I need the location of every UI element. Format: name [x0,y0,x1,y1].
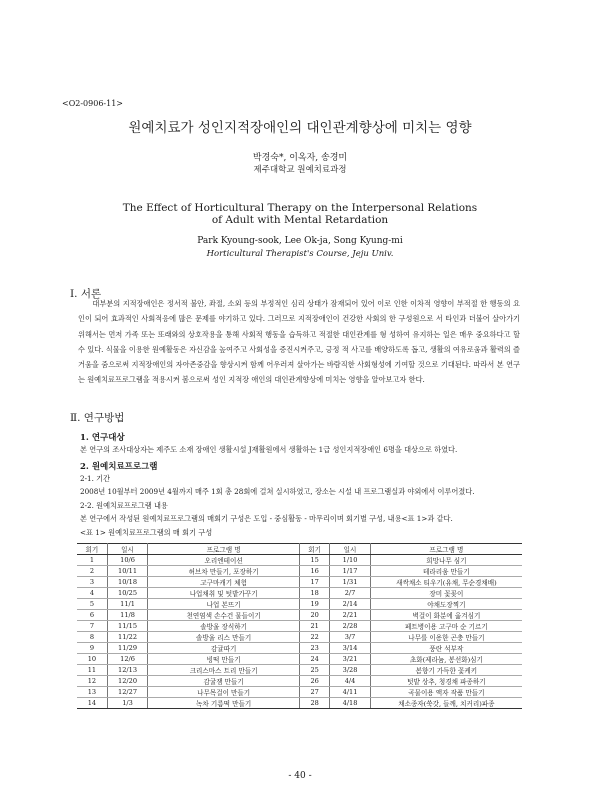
table-row [77,698,522,709]
subsection-heading-subjects: 1. 연구대상 [80,433,125,443]
table-cell: 1/10 [330,555,370,566]
intro-line: 애인의 대인관계향상에 미치는 영향을 알아보고자 한다. [251,375,425,385]
table-cell: 12 [77,676,107,687]
table-caption: <표 1> 원예치료프로그램의 매 회기 구성 [80,528,213,537]
table-cell: 26 [299,676,329,687]
table-cell: 천연염색 손수건 물들이기 [148,610,300,621]
table-cell: 4/4 [330,676,370,687]
table-cell: 새싹채소 티우기(유채, 무순경채배) [370,577,522,588]
header-session: 회기 [77,544,107,555]
table-cell: 나업 본뜨기 [148,599,300,610]
table-cell: 27 [299,687,329,698]
table-cell: 23 [299,643,329,654]
table-cell: 고구마캐기 체험 [148,577,300,588]
table-cell: 야채도장찍기 [370,599,522,610]
table-cell: 허브차 만들기, 포장하기 [148,566,300,577]
table-cell: 22 [299,632,329,643]
table-cell: 감귤잼 만들기 [148,676,300,687]
table-cell: 나무목걸이 만들기 [148,687,300,698]
table-cell: 2/28 [330,621,370,632]
table-cell: 14 [77,698,107,709]
table-cell: 12/27 [107,687,147,698]
header-program-name: 프로그램 명 [148,544,300,555]
content-text: 본 연구에서 작성된 원예치료프로그램의 매회기 구성은 도입 - 중심활동 - 마무리이며 회기별 구성, 내용<표 1>과 같다. [80,514,453,523]
table-cell: 1/3 [107,698,147,709]
program-schedule-table [77,543,522,709]
header-program-name: 프로그램 명 [370,544,522,555]
table-row [77,566,522,577]
table-cell: 11 [77,665,107,676]
table-cell: 4/11 [330,687,370,698]
table-cell: 초화(제라늄, 봉선화)심기 [370,654,522,665]
table-cell: 11/15 [107,621,147,632]
intro-line: 살아가는 바람직한 사회형성에 기여할 것으로 기대된다. 따라서 본 연구는 원예치료프로그램을 적용시켜 봄으로써 성인 지적장 [78,360,520,385]
table-row [77,643,522,654]
table-row [77,676,522,687]
affiliation-english: Horticultural Therapist's Course, Jeju Univ. [206,249,394,259]
table-cell: 9 [77,643,107,654]
table-cell: 16 [299,566,329,577]
table-cell: 나무를 이용한 곤충 만들기 [370,632,522,643]
table-cell: 1 [77,555,107,566]
table-cell: 12/13 [107,665,147,676]
table-cell: 11/29 [107,643,147,654]
table-cell: 3/7 [330,632,370,643]
header-session: 회기 [299,544,329,555]
table-cell: 10/6 [107,555,147,566]
content-label: 2-2. 원예치료프로그램 내용 [80,501,168,510]
table-cell: 20 [299,610,329,621]
header-date: 일시 [107,544,147,555]
section-heading-method: Ⅱ. 연구방법 [70,412,125,424]
table-cell: 2 [77,566,107,577]
table-cell: 2/21 [330,610,370,621]
title-english-line-1: The Effect of Horticultural Therapy on the Interpersonal Relations [122,202,478,214]
table-cell: 10 [77,654,107,665]
table-cell: 3 [77,577,107,588]
table-cell: 솔방울 리스 만들기 [148,632,300,643]
subsection-heading-program: 2. 원예치료프로그램 [80,462,158,472]
table-cell: 희망나무 심기 [370,555,522,566]
table-cell: 8 [77,632,107,643]
intro-line: 한 행동의 요인이 되어 효과적인 사회적응에 많은 문제를 야기하고 있다. 그러므로 지적장애인이 건강한 사회의 한 구성원으로 [78,299,520,324]
table-cell: 나업채취 및 텃밭가꾸기 [148,588,300,599]
authors-korean: 박경숙*, 이옥자, 송경미 [252,153,348,163]
table-cell: 13 [77,687,107,698]
table-row [77,599,522,610]
table-cell: 봄향기 가득한 꽃케키 [370,665,522,676]
table-cell: 3/14 [330,643,370,654]
table-cell: 페트병이용 고구마 순 기르기 [370,621,522,632]
table-cell: 10/25 [107,588,147,599]
table-cell: 2/7 [330,588,370,599]
table-cell: 11/1 [107,599,147,610]
table-header-row [77,544,522,555]
page-number: - 40 - [288,771,312,781]
table-cell: 채소종자(쑥갓, 들깨, 치커리)파종 [370,698,522,709]
table-cell: 19 [299,599,329,610]
table-cell: 28 [299,698,329,709]
table-cell: 장미 꽃꽂이 [370,588,522,599]
table-cell: 감귤따기 [148,643,300,654]
table-cell: 10/18 [107,577,147,588]
table-row [77,687,522,698]
authors-english: Park Kyoung-sook, Lee Ok-ja, Song Kyung-mi [197,236,403,246]
table-cell: 텃밭 상추, 청경채 파종하기 [370,676,522,687]
table-cell: 테라리움 만들기 [370,566,522,577]
table-row [77,654,522,665]
table-cell: 18 [299,588,329,599]
title-korean: 원예치료가 성인지적장애인의 대인관계향상에 미치는 영향 [128,120,472,136]
table-cell: 크리스마스 트리 만들기 [148,665,300,676]
table-cell: 4/18 [330,698,370,709]
section-heading-introduction: Ⅰ. 서론 [70,288,102,300]
table-cell: 17 [299,577,329,588]
table-cell: 곡물이용 액자 작품 만들기 [370,687,522,698]
table-cell: 7 [77,621,107,632]
table-row [77,665,522,676]
table-cell: 1/17 [330,566,370,577]
table-row [77,610,522,621]
table-cell: 1/31 [330,577,370,588]
table-cell: 10/11 [107,566,147,577]
paper-code: <O2-0906-11> [62,99,123,108]
table-cell: 2/14 [330,599,370,610]
introduction-paragraph [78,296,520,388]
table-cell: 25 [299,665,329,676]
table-cell: 5 [77,599,107,610]
table-cell: 3/28 [330,665,370,676]
table-row [77,621,522,632]
table-cell: 21 [299,621,329,632]
table-cell: 녹차 기름떡 만들기 [148,698,300,709]
table-row [77,632,522,643]
table-cell: 빙떡 만들기 [148,654,300,665]
table-row [77,577,522,588]
table-row [77,555,522,566]
table-cell: 11/8 [107,610,147,621]
intro-line: 성하여 유지하는 일은 매우 중요하다고 할 수 있다. 식물을 이용한 원예활동은 자신감을 높여주고 사회성을 증진시켜주고, 긍정 [78,329,520,354]
table-cell: 12/6 [107,654,147,665]
header-date: 일시 [330,544,370,555]
table-cell: 11/22 [107,632,147,643]
title-english [0,202,600,226]
period-label: 2-1. 기간 [80,474,111,483]
table-cell: 벽걸이 화분에 옮겨심기 [370,610,522,621]
title-english-line-2: of Adult with Mental Retardation [211,214,389,226]
table-row [77,588,522,599]
table-cell: 솔방울 장식하기 [148,621,300,632]
affiliation-korean: 제주대학교 원예치료과정 [253,165,347,175]
intro-line: 적 사고를 배양하도록 돕고, 생활의 여유로움과 활력의 즐거움을 줌으로써 지적장애인의 자아존중감을 향상시켜 함께 어우러져 [78,344,520,370]
table-cell: 오리엔테이션 [148,555,300,566]
table-cell: 12/20 [107,676,147,687]
intro-line: 대부분의 지적장애인은 정서적 불안, 좌절, 소외 등의 부정적인 심리 상태가 잠재되어 있어 이로 인한 이차적 영향이 부적절 [92,299,478,308]
table-cell: 24 [299,654,329,665]
period-text: 2008년 10월부터 2009년 4월까지 매주 1회 총 28회에 걸쳐 실시하였고, 장소는 시설 내 프로그램실과 야외에서 이루어졌다. [80,487,475,496]
table-cell: 4 [77,588,107,599]
table-cell: 6 [77,610,107,621]
table-cell: 3/21 [330,654,370,665]
subjects-text: 본 연구의 조사대상자는 제주도 소재 장애인 생활시설 J재활원에서 생활하는 1급 성인지적장애인 6명을 대상으로 하였다. [80,445,458,454]
table-cell: 풍란 석부작 [370,643,522,654]
table-cell: 15 [299,555,329,566]
intro-line: 서 타인과 더불어 살아가기 위해서는 먼저 가족 또는 또래와의 상호작용을 통해 사회적 행동을 습득하고 적절한 대인관계를 형 [78,314,521,339]
